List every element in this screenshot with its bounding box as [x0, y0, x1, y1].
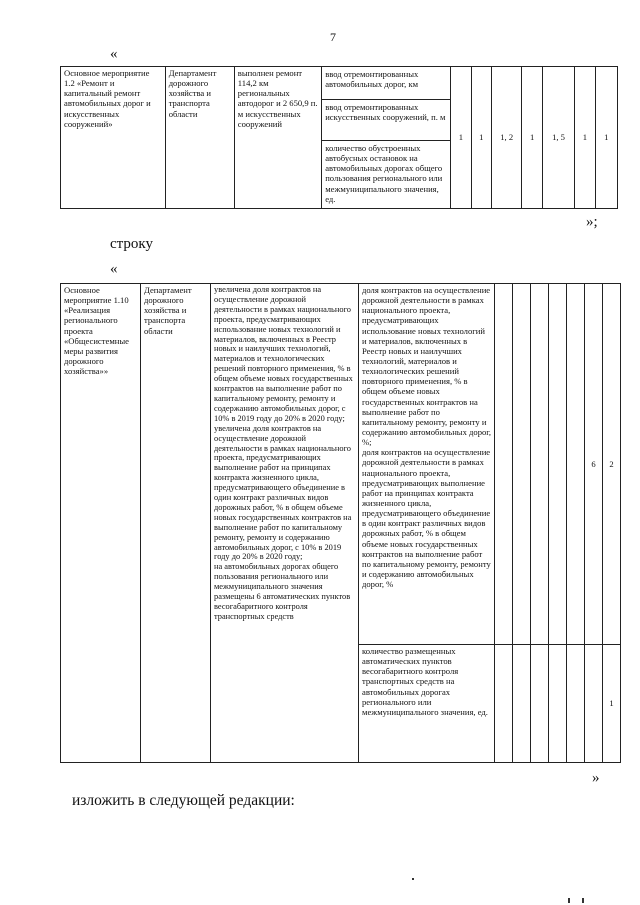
close-quote: »;	[586, 214, 598, 230]
number-cell: 1	[603, 645, 621, 763]
indicator-row: количество обустроенных автобусных остановок на автомобильных дорогах общего пользования регионального или межмуниципального значения, ед.	[325, 143, 443, 204]
close-quote: »	[592, 770, 600, 786]
indicator-row: ввод отремонтированных автомобильных дорог, км	[322, 67, 450, 100]
number-cell: 1	[522, 67, 542, 209]
open-quote: «	[110, 261, 118, 277]
number-cell: 1	[471, 67, 491, 209]
number-cell: 1	[451, 67, 471, 209]
stroku-label: строку	[110, 236, 153, 252]
measures-table-2	[60, 283, 621, 763]
number-cell: 1, 5	[542, 67, 575, 209]
result-cell: увеличена доля контрактов на осуществление дорожной деятельности в рамках национального проекта, предусматривающих использование новых технологий и материалов, включенных в Реестр новых и наилучших технологий, материалов и технологических решений повторного применения, % в общем объеме новых государственных контрактов на выполнение работ по капитальному ремонту, ремонту и содержанию автомобильных дорог, с 10% в 2019 году до 20% в 2020 году; увеличена доля контрактов на осуществление дорожной деятельности в рамках национального проекта, предусматривающих выполнение работ на принципах контракта жизненного цикла, предусматривающего объединение в один контракт различных видов дорожных работ, % в общем объеме новых государственных контрактов на выполнение работ по капитальному ремонту, ремонту и содержанию автомобильных дорог, с 10% в 2019 году до 20% в 2020 году; на автомобильных дорогах общего пользования регионального или межмуниципального значения размещены 6 автоматических пунктов весогабаритного контроля транспортных средств	[211, 284, 359, 763]
number-cell: 2	[603, 284, 621, 645]
open-quote: «	[110, 46, 118, 62]
responsible-cell: Департамент дорожного хозяйства и транспорта области	[141, 284, 211, 763]
measures-table-1	[60, 66, 618, 209]
indicator-cell: доля контрактов на осуществление дорожной деятельности в рамках национального проекта, предусматривающих использование новых технологий и материалов, включенных в Реестр новых и наилучших технологий, материалов и технологических решений повторного применения, % в общем объеме новых государственных контрактов на выполнение работ по капитальному ремонту, ремонту и содержанию автомобильных дорог, %; доля контрактов на осуществление дорожной деятельности в рамках национального проекта, предусматривающих выполнение работ на принципах контракта жизненного цикла, предусматривающего объединение в один контракт различных видов дорожных работ, % в общем объеме новых государственных контрактов на выполнение работ по капитальному ремонту, ремонту и содержанию автомобильных дорог, %	[359, 284, 495, 645]
scan-speck	[412, 878, 414, 880]
responsible-cell: Департамент дорожного хозяйства и транспорта области	[165, 67, 234, 209]
footer-instruction: изложить в следующей редакции:	[72, 792, 295, 809]
measure-name-cell: Основное мероприятие 1.2 «Ремонт и капитальный ремонт автомобильных дорог и искусственных сооружений»	[61, 67, 166, 209]
number-cell: 6	[585, 284, 603, 645]
measure-name-cell: Основное мероприятие 1.10 «Реализация регионального проекта «Общесистемные меры развития дорожного хозяйства»»	[61, 284, 141, 763]
indicator-cell: количество размещенных автоматических пунктов весогабаритного контроля транспортных средств на автомобильных дорогах регионального или межмуниципального значения, ед.	[359, 645, 495, 763]
number-cell: 1	[595, 67, 617, 209]
indicators-cell	[322, 67, 451, 209]
number-cell: 1, 2	[491, 67, 521, 209]
scan-speck	[582, 898, 584, 903]
page-number: 7	[330, 30, 336, 44]
result-cell: выполнен ремонт 114,2 км региональных автодорог и 2 650,9 п. м искусственных сооружений	[234, 67, 321, 209]
indicator-row: ввод отремонтированных искусственных сооружений, п. м	[322, 100, 450, 141]
number-cell: 1	[575, 67, 595, 209]
scan-speck	[568, 898, 570, 903]
